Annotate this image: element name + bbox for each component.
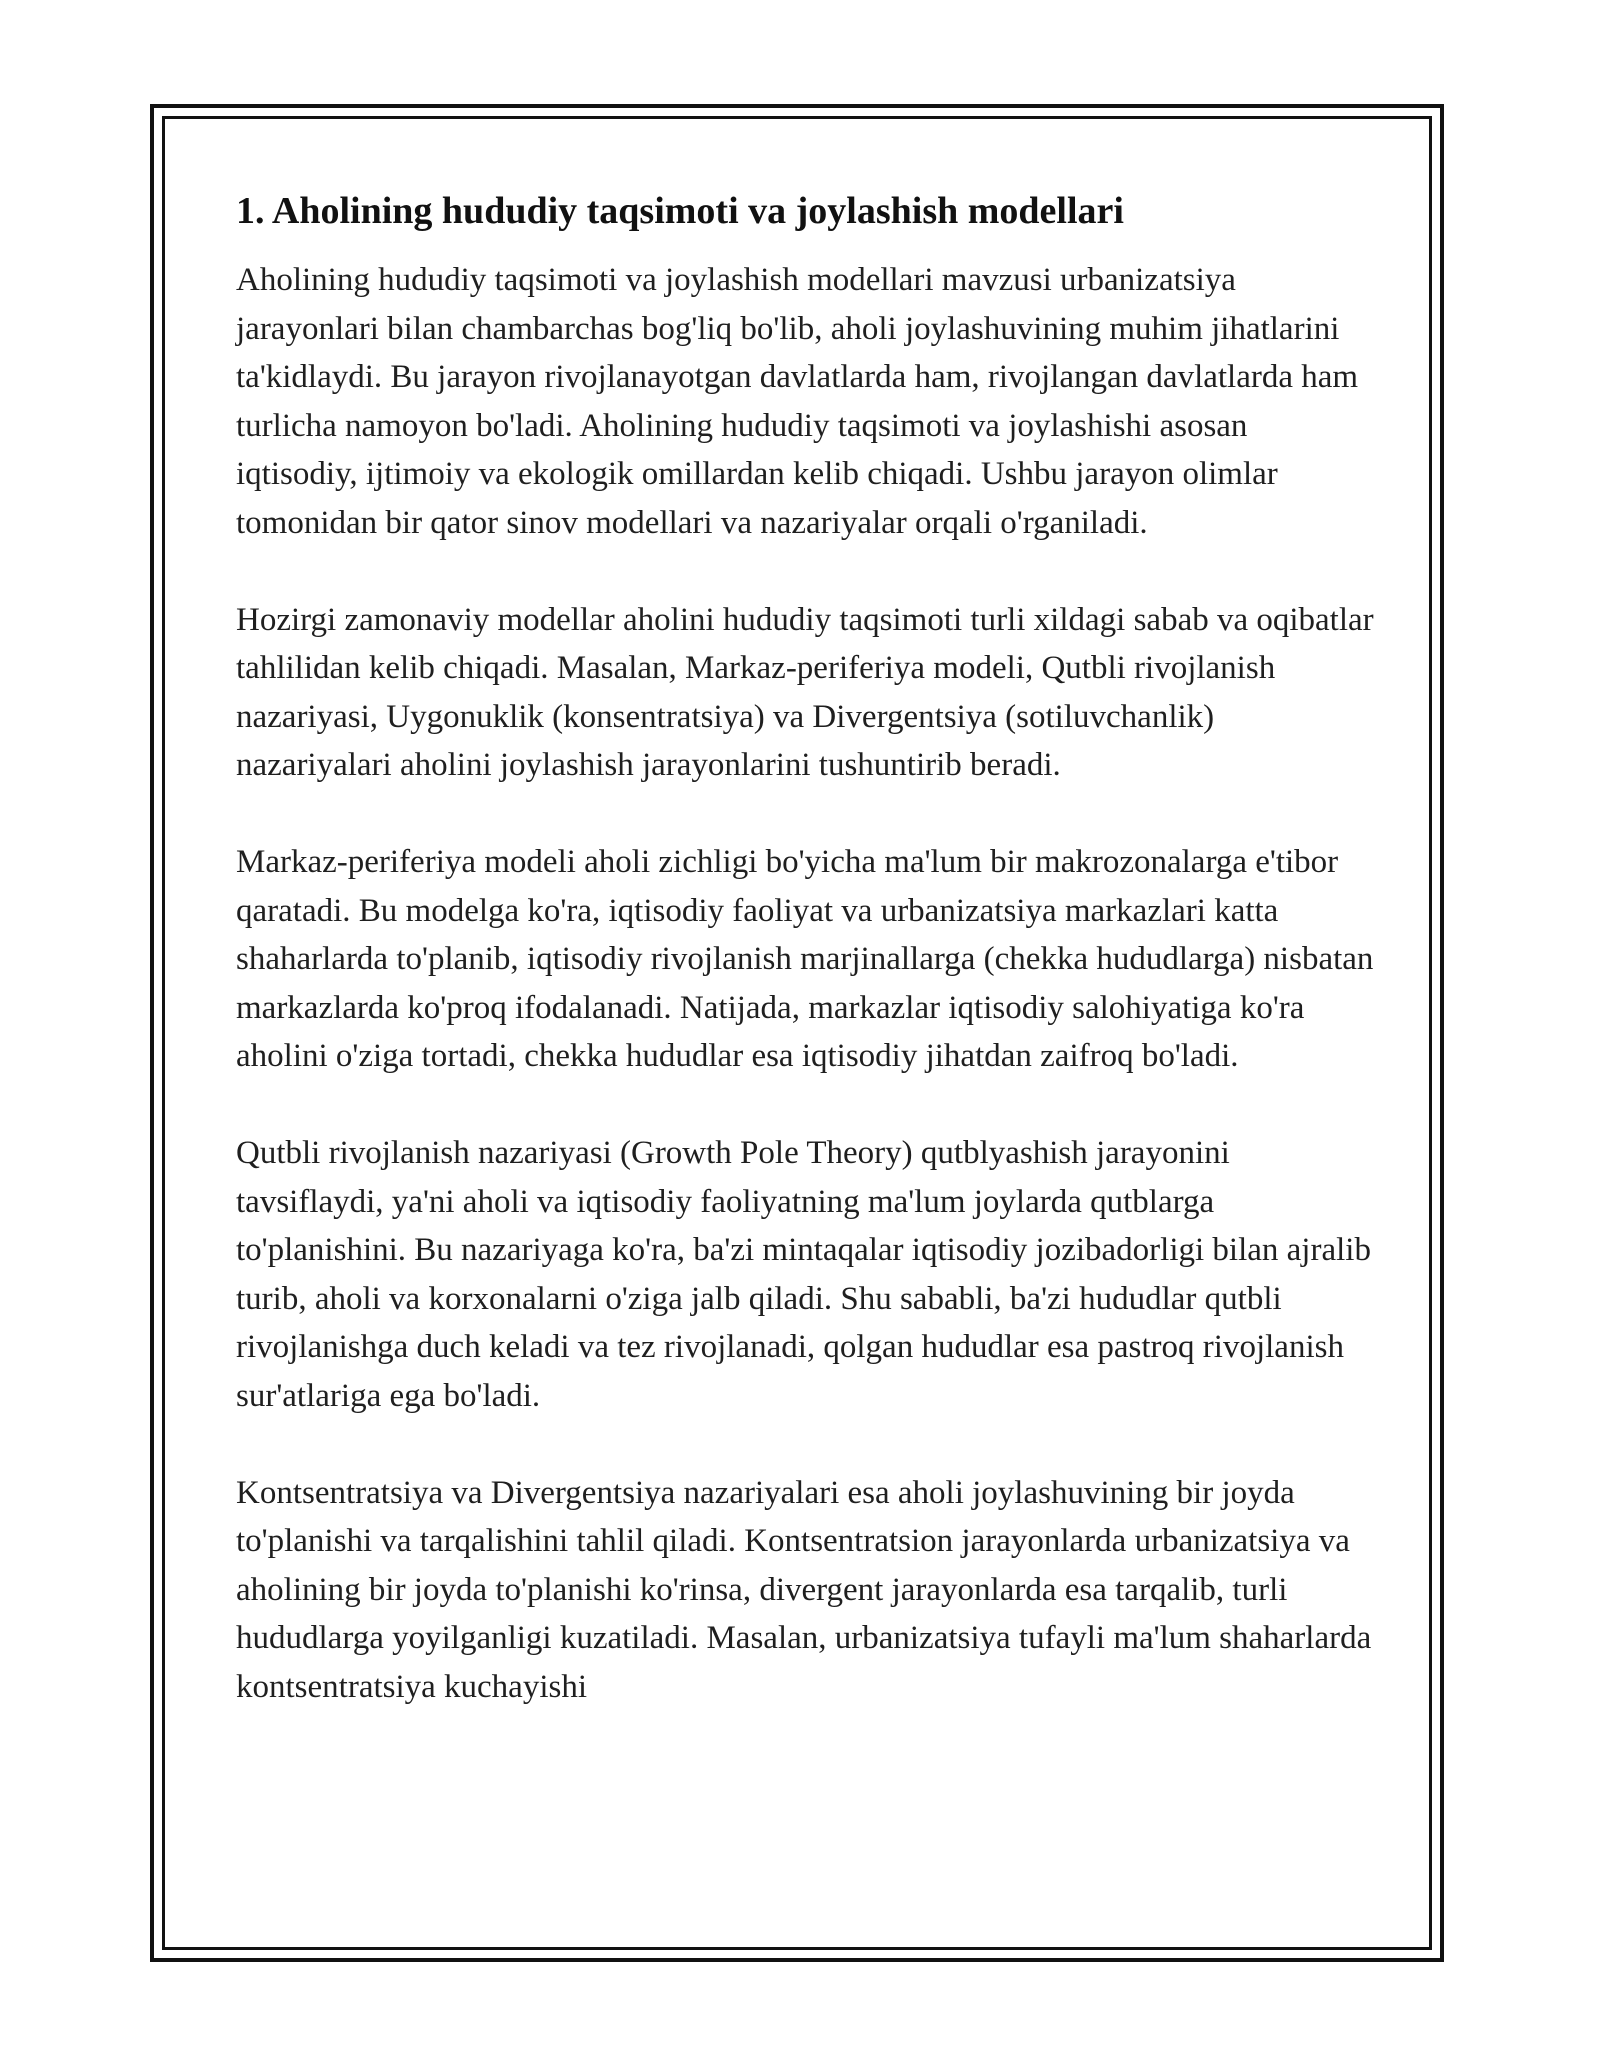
paragraph-intro: Aholining hududiy taqsimoti va joylashish modellari mavzusi urbanizatsiya jarayonlari bilan chambarchas bog'liq bo'lib, aholi joylashuvining muhim jihatlarini ta'kidlaydi. Bu jarayon rivojlanayotgan davlatlarda ham, rivojlangan davlatlarda ham turlicha namoyon bo'ladi. Aholining hududiy taqsimoti va joylashishi asosan iqtisodiy, ijtimoiy va ekologik omillardan kelib chiqadi. Ushbu jarayon olimlar tomonidan bir qator sinov modellari va nazariyalar orqali o'rganiladi.	[236, 262, 1359, 541]
paragraph-growth-pole: Qutbli rivojlanish nazariyasi (Growth Pole Theory) qutblyashish jarayonini tavsiflaydi, ya'ni aholi va iqtisodiy faoliyatning ma'lum joylarda qutblarga to'planishini. Bu nazariyaga ko'ra, ba'zi mintaqalar iqtisodiy jozibadorligi bilan ajralib turib, aholi va korxonalarni o'ziga jalb qiladi. Shu sababli, ba'zi hududlar qutbli rivojlanishga duch keladi va tez rivojlanadi, qolgan hududlar esa pastroq rivojlanish sur'atlariga ega bo'ladi.	[236, 1135, 1371, 1414]
document-body	[236, 186, 1376, 1711]
paragraph-modern-models: Hozirgi zamonaviy modellar aholini hududiy taqsimoti turli xildagi sabab va oqibatlar tahlilidan kelib chiqadi. Masalan, Markaz-periferiya modeli, Qutbli rivojlanish nazariyasi, Uygonuklik (konsentratsiya) va Divergentsiya (sotiluvchanlik) nazariyalari aholini joylashish jarayonlarini tushuntirib beradi.	[236, 601, 1374, 783]
paragraph-concentration-divergence: Kontsentratsiya va Divergentsiya nazariyalari esa aholi joylashuvining bir joyda to'planishi va tarqalishini tahlil qiladi. Kontsentratsion jarayonlarda urbanizatsiya va aholining bir joyda to'planishi ko'rinsa, divergent jarayonlarda esa tarqalib, turli hududlarga yoyilganligi kuzatiladi. Masalan, urbanizatsiya tufayli ma'lum shaharlarda kontsentratsiya kuchayishi	[236, 1474, 1372, 1705]
paragraph-center-periphery: Markaz-periferiya modeli aholi zichligi bo'yicha ma'lum bir makrozonalarga e'tibor qaratadi. Bu modelga ko'ra, iqtisodiy faoliyat va urbanizatsiya markazlari katta shaharlarda to'planib, iqtisodiy rivojlanish marjinallarga (chekka hududlarga) nisbatan markazlarda ko'proq ifodalanadi. Natijada, markazlar iqtisodiy salohiyatiga ko'ra aholini o'ziga tortadi, chekka hududlar esa iqtisodiy jihatdan zaifroq bo'ladi.	[236, 844, 1374, 1074]
section-heading: 1. Aholining hududiy taqsimoti va joylashish modellari	[236, 190, 1124, 232]
